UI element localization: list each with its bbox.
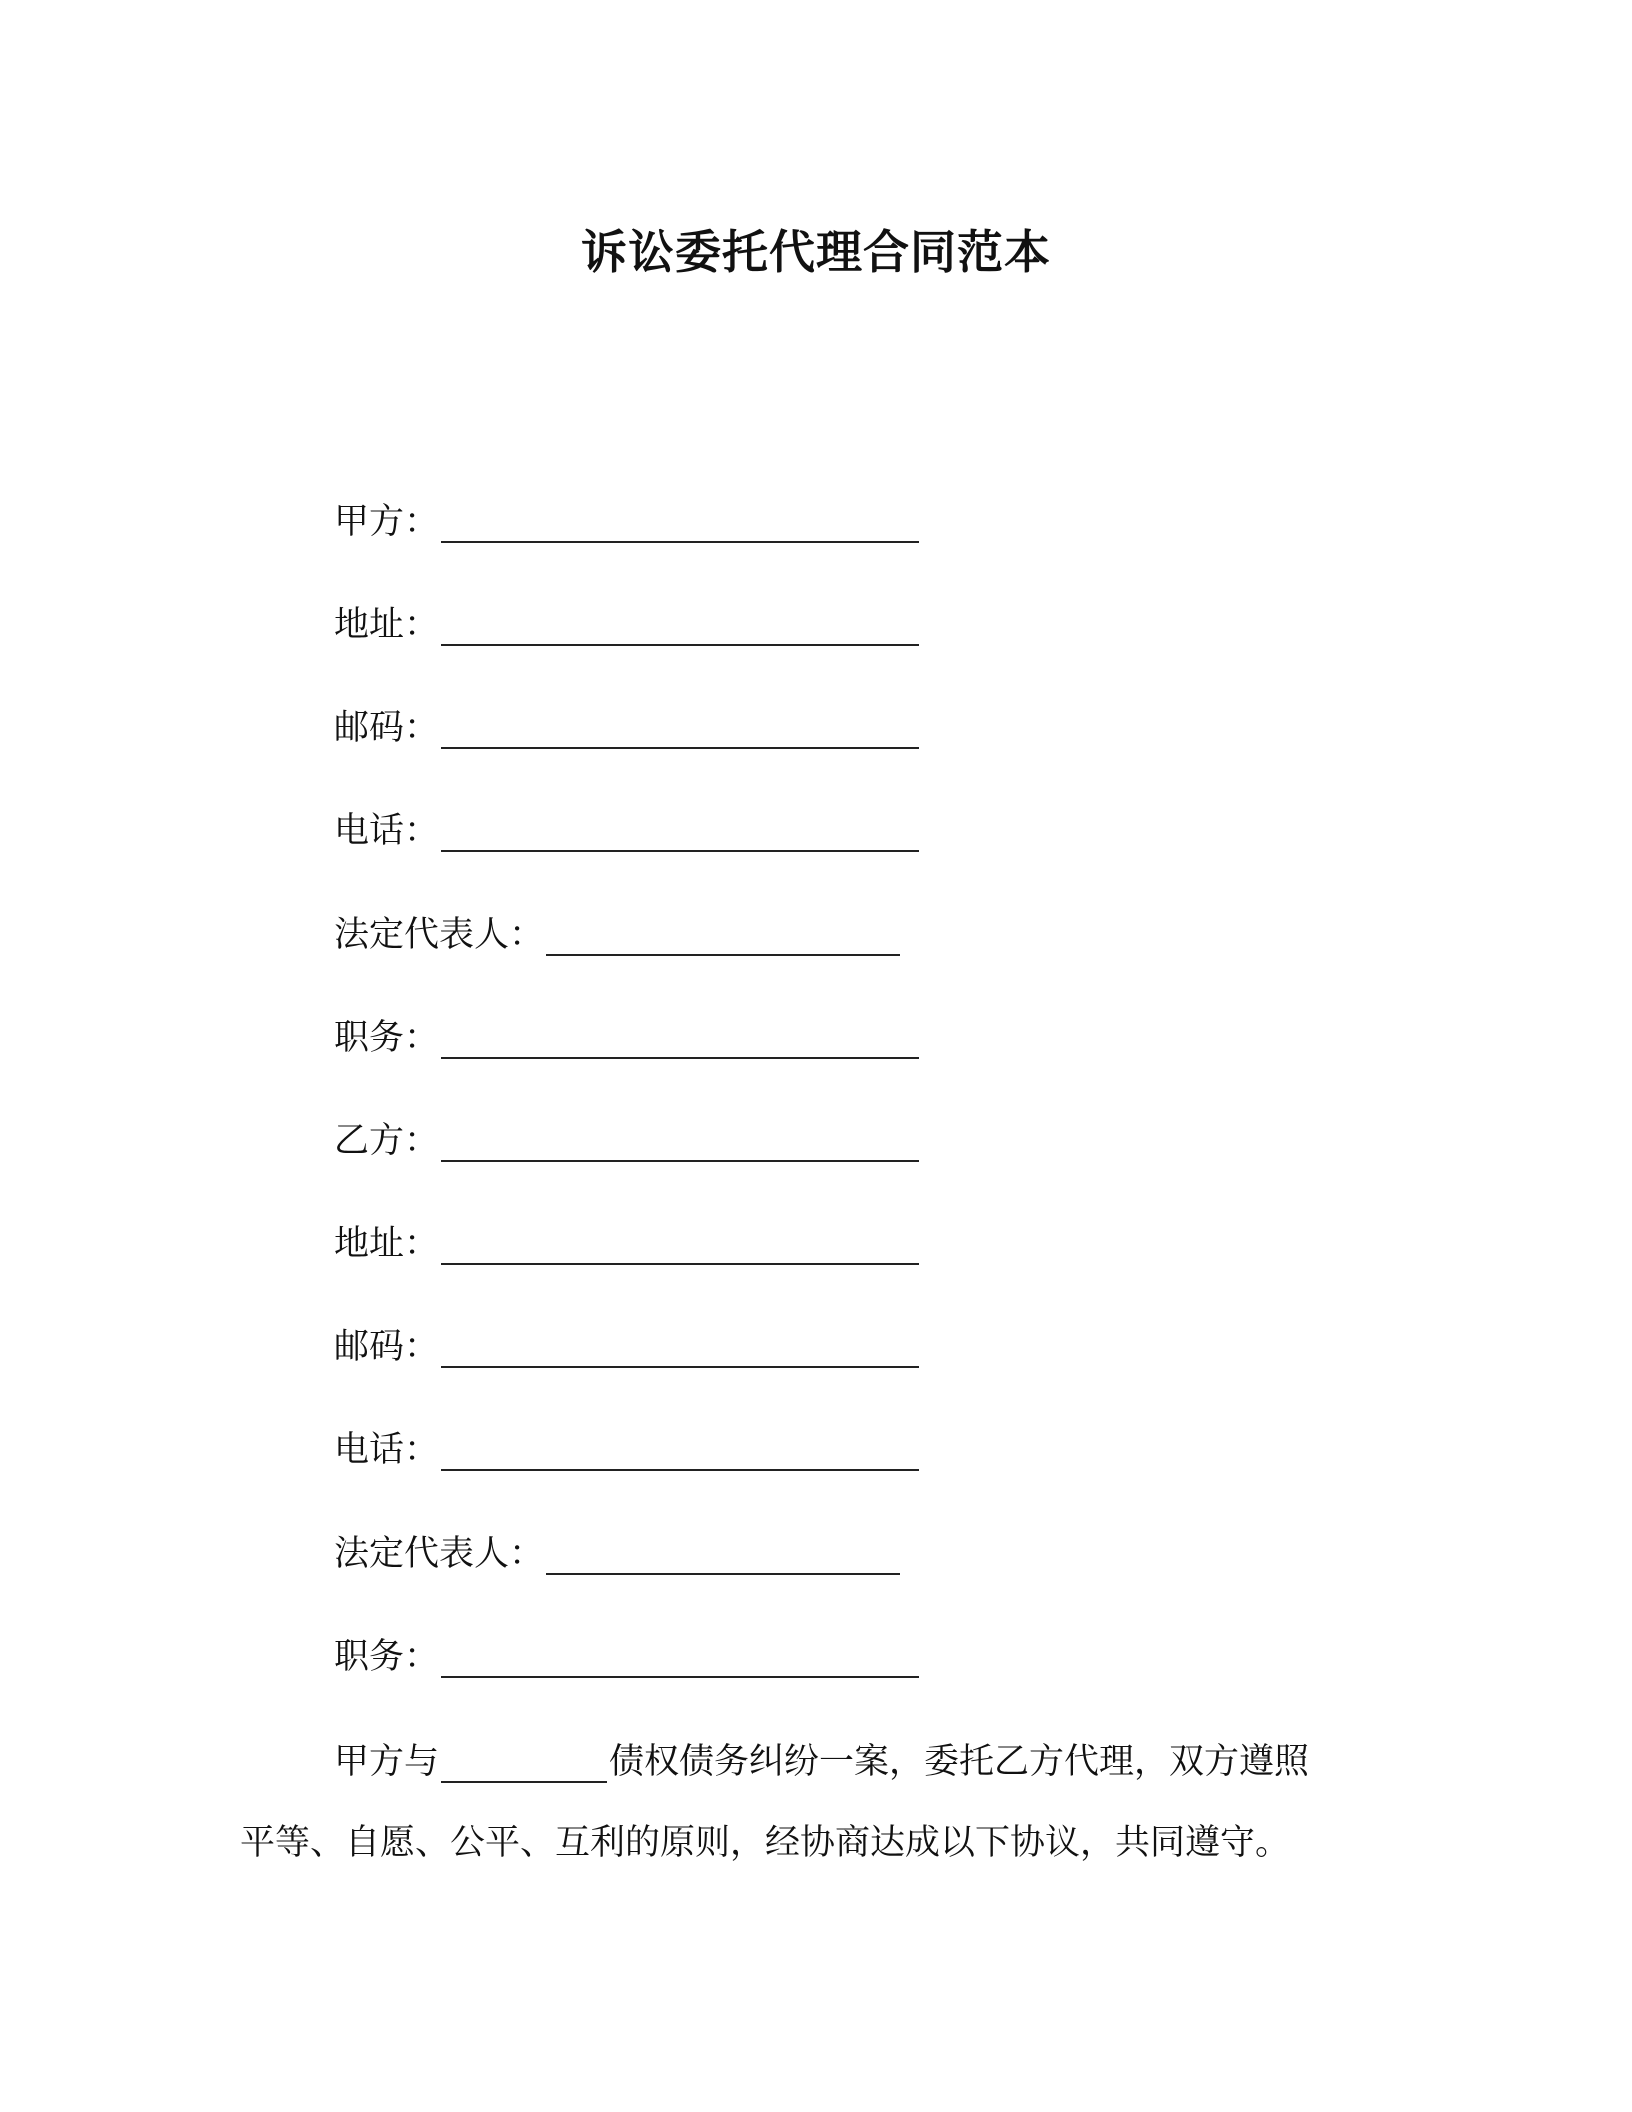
party-b-blank[interactable] <box>441 1122 919 1162</box>
party-a-field <box>334 497 919 547</box>
party-b-position-field <box>334 1632 919 1682</box>
document-title: 诉讼委托代理合同范本 <box>581 225 1051 279</box>
party-b-legal-rep-field <box>334 1529 900 1579</box>
party-a-position-field <box>334 1013 919 1063</box>
party-a-address-label: 地址： <box>334 605 440 645</box>
party-a-position-label: 职务： <box>334 1018 440 1058</box>
party-a-postcode-label: 邮码： <box>334 708 440 748</box>
party-b-phone-label: 电话： <box>334 1430 440 1470</box>
party-a-blank[interactable] <box>441 503 919 543</box>
party-b-phone-field <box>334 1425 919 1475</box>
party-b-phone-blank[interactable] <box>441 1431 919 1471</box>
party-b-position-label: 职务： <box>334 1637 440 1677</box>
party-a-postcode-field <box>334 703 919 753</box>
dispute-party-blank[interactable] <box>441 1743 607 1783</box>
party-a-phone-label: 电话： <box>334 811 440 851</box>
party-a-address-blank[interactable] <box>441 606 919 646</box>
party-b-position-blank[interactable] <box>441 1638 919 1678</box>
party-b-field <box>334 1116 919 1166</box>
party-a-phone-field <box>334 806 919 856</box>
party-b-legal-rep-label: 法定代表人： <box>334 1534 545 1574</box>
party-a-position-blank[interactable] <box>441 1019 919 1059</box>
party-b-address-blank[interactable] <box>441 1225 919 1265</box>
party-a-legal-rep-label: 法定代表人： <box>334 915 545 955</box>
party-a-label: 甲方： <box>334 502 440 542</box>
paragraph-suffix: 债权债务纠纷一案，委托乙方代理，双方遵照 <box>609 1742 1310 1782</box>
party-b-label: 乙方： <box>334 1121 440 1161</box>
party-a-legal-rep-field <box>334 910 900 960</box>
party-a-address-field <box>334 600 919 650</box>
party-b-postcode-label: 邮码： <box>334 1327 440 1367</box>
party-b-address-label: 地址： <box>334 1224 440 1264</box>
agreement-paragraph-line-2: 平等、自愿、公平、互利的原则，经协商达成以下协议，共同遵守。 <box>240 1823 1291 1863</box>
paragraph-prefix: 甲方与 <box>334 1742 440 1782</box>
party-a-phone-blank[interactable] <box>441 812 919 852</box>
party-b-postcode-blank[interactable] <box>441 1328 919 1368</box>
agreement-paragraph-line-1 <box>334 1737 1309 1787</box>
party-a-legal-rep-blank[interactable] <box>546 916 900 956</box>
party-a-postcode-blank[interactable] <box>441 709 919 749</box>
party-b-legal-rep-blank[interactable] <box>546 1535 900 1575</box>
party-b-postcode-field <box>334 1322 919 1372</box>
party-b-address-field <box>334 1219 919 1269</box>
